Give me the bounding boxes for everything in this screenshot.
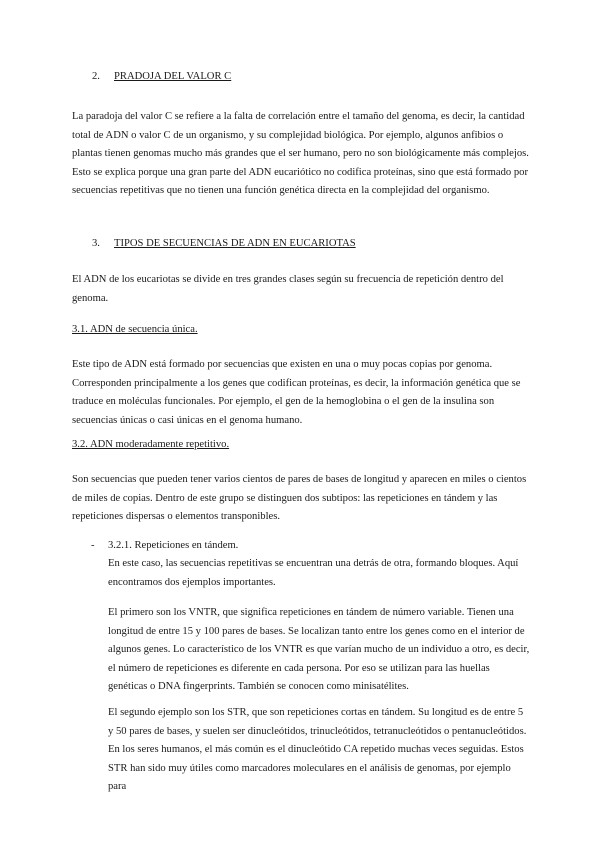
section-3-number: 3. bbox=[92, 238, 100, 249]
section-2-paragraph: La paradoja del valor C se refiere a la falta de correlación entre el tamaño del genoma, es decir, la cantidad total de ADN o valor C de un organismo, y su complejidad biológica. Por ejemplo, algunos anfibios o plantas tienen genomas mucho más grandes que el ser humano, pero no son biológicamente más complejos. Esto se explica porque una gran parte del ADN eucariótico no codifica proteínas, sino que está formado por secuencias repetitivas que no tienen una función genética directa en la complejidad del organismo. bbox=[72, 111, 529, 196]
vntr-paragraph: El primero son los VNTR, que significa repeticiones en tándem de número variable. Tienen una longitud de entre 15 y 100 pares de bases. Se localizan tanto entre los genes como en el interior de algunos genes. Lo característico de los VNTR es que varían mucho de un individuo a otro, es decir, el número de repeticiones es diferente en cada persona. Por eso se utilizan para las huellas genéticas o DNA fingerprints. También se conocen como minisatélites. bbox=[108, 607, 530, 692]
subsection-3-2-title: 3.2. ADN moderadamente repetitivo. bbox=[72, 439, 230, 450]
subsection-3-1-paragraph: Este tipo de ADN está formado por secuencias que existen en una o muy pocas copias por genoma. Corresponden principalmente a los genes que codifican proteínas, es decir, la información genética que se traduce en moléculas funcionales. Por ejemplo, el gen de la hemoglobina o el gen de la insulina son secuencias únicas o casi únicas en el genoma humano. bbox=[72, 359, 521, 426]
section-2-number: 2. bbox=[92, 71, 100, 82]
section-3-intro: El ADN de los eucariotas se divide en tres grandes clases según su frecuencia de repetición dentro del genoma. bbox=[72, 274, 504, 304]
section-2-heading bbox=[92, 71, 231, 82]
str-paragraph: El segundo ejemplo son los STR, que son repeticiones cortas en tándem. Su longitud es de entre 5 y 50 pares de bases, y suelen ser dinucleótidos, trinucleótidos, tetranucleótidos o pentanucleótidos. En los seres humanos, el más común es el dinucleótido CA repetido muchas veces seguidas. Estos STR han sido muy útiles como marcadores moleculares en el análisis de genomas, por ejemplo para bbox=[108, 707, 527, 792]
item-3-2-1-intro: En este caso, las secuencias repetitivas se encuentran una detrás de otra, formando bloques. Aquí encontramos dos ejemplos importantes. bbox=[108, 558, 519, 588]
section-3-title: TIPOS DE SECUENCIAS DE ADN EN EUCARIOTAS bbox=[114, 238, 356, 249]
item-3-2-1-title: 3.2.1. Repeticiones en tándem. bbox=[108, 540, 239, 551]
subsection-3-1-title: 3.1. ADN de secuencia única. bbox=[72, 324, 198, 335]
section-2-title: PRADOJA DEL VALOR C bbox=[114, 71, 232, 82]
section-3-heading bbox=[92, 238, 356, 249]
subsection-3-2-paragraph: Son secuencias que pueden tener varios cientos de pares de bases de longitud y aparecen en miles o cientos de miles de copias. Dentro de este grupo se distinguen dos subtipos: las repeticiones en tándem y las repeticiones dispersas o elementos transponibles. bbox=[72, 474, 527, 522]
bullet-marker: - bbox=[91, 540, 95, 551]
